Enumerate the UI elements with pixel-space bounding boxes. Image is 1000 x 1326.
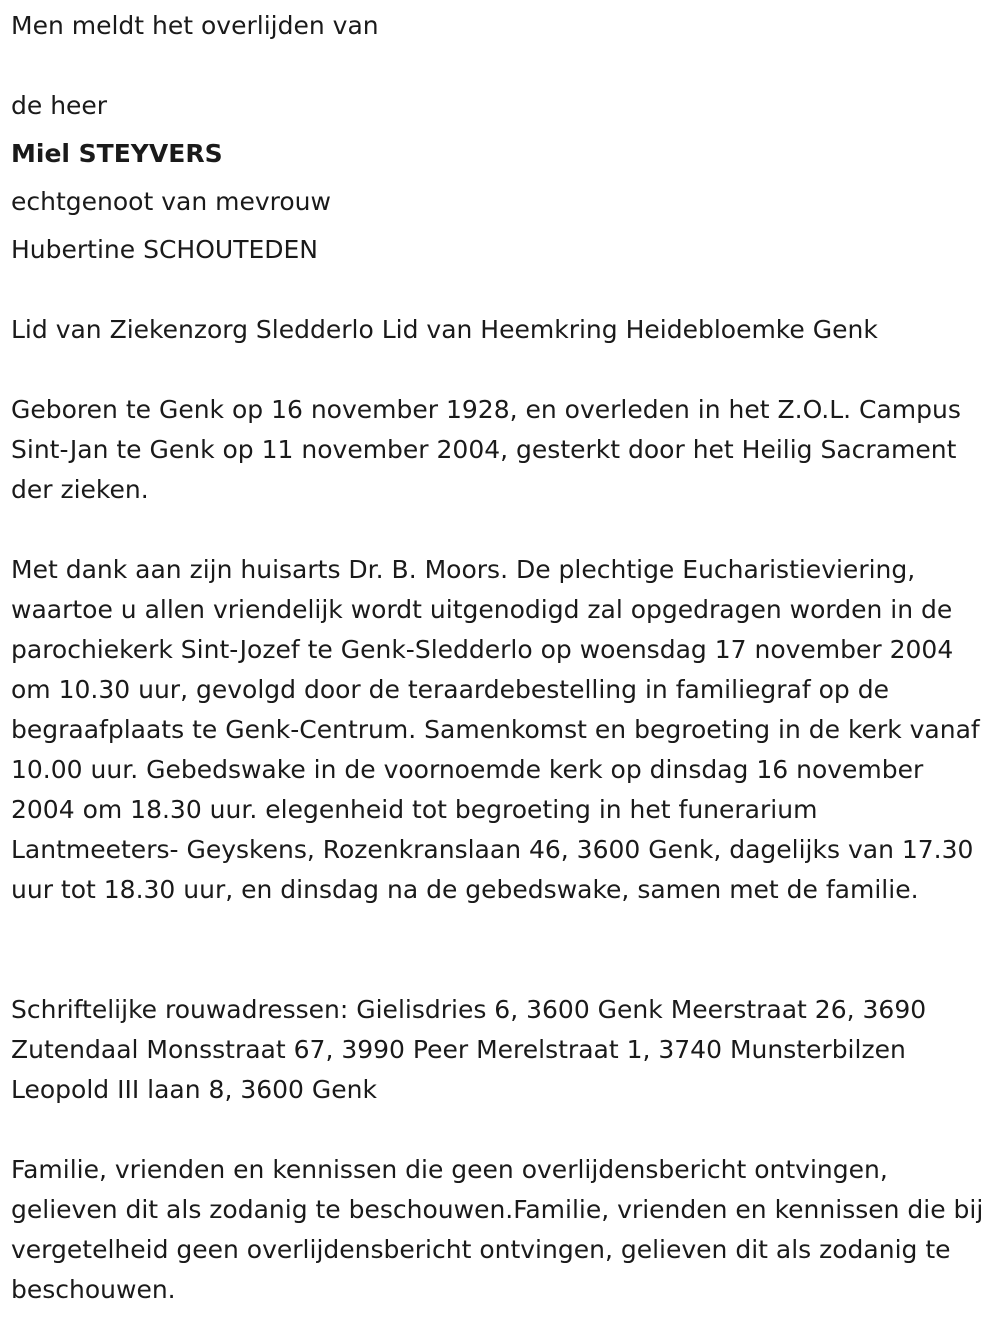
memberships-text: Lid van Ziekenzorg Sledderlo Lid van Heemkring Heidebloemke Genk [11, 315, 878, 344]
deceased-name: Miel STEYVERS [11, 139, 223, 168]
salutation-text: de heer [11, 91, 108, 120]
spouse-label: echtgenoot van mevrouw [11, 187, 331, 216]
closing-paragraph: Familie, vrienden en kennissen die geen overlijdensbericht ontvingen, gelieven dit als zodanig te beschouwen.Familie, vrienden en kennissen die bij vergetelheid geen overlijdensbericht ontvingen, gelieven dit als zodanig te beschouwen. [11, 1155, 984, 1304]
intro-text: Men meldt het overlijden van [11, 11, 379, 40]
ceremony-paragraph: Met dank aan zijn huisarts Dr. B. Moors. De plechtige Eucharistieviering, waartoe u allen vriendelijk wordt uitgenodigd zal opgedragen worden in de parochiekerk Sint-Jozef te Genk-Sledderlo op woensdag 17 november 2004 om 10.30 uur, gevolgd door de teraardebestelling in familiegraf op de begraafplaats te Genk-Centrum. Samenkomst en begroeting in de kerk vanaf 10.00 uur. Gebedswake in de voornoemde kerk op dinsdag 16 november 2004 om 18.30 uur. elegenheid tot begroeting in het funerarium Lantmeeters- Geyskens, Rozenkranslaan 46, 3600 Genk, dagelijks van 17.30 uur tot 18.30 uur, en dinsdag na de gebedswake, samen met de familie. [11, 555, 980, 904]
spouse-name: Hubertine SCHOUTEDEN [11, 235, 319, 264]
birth-death-paragraph: Geboren te Genk op 16 november 1928, en overleden in het Z.O.L. Campus Sint-Jan te Genk op 11 november 2004, gesterkt door het Heilig Sacrament der zieken. [11, 395, 961, 504]
addresses-paragraph: Schriftelijke rouwadressen: Gielisdries 6, 3600 Genk Meerstraat 26, 3690 Zutendaal Monsstraat 67, 3990 Peer Merelstraat 1, 3740 Munsterbilzen Leopold III laan 8, 3600 Genk [11, 995, 927, 1104]
